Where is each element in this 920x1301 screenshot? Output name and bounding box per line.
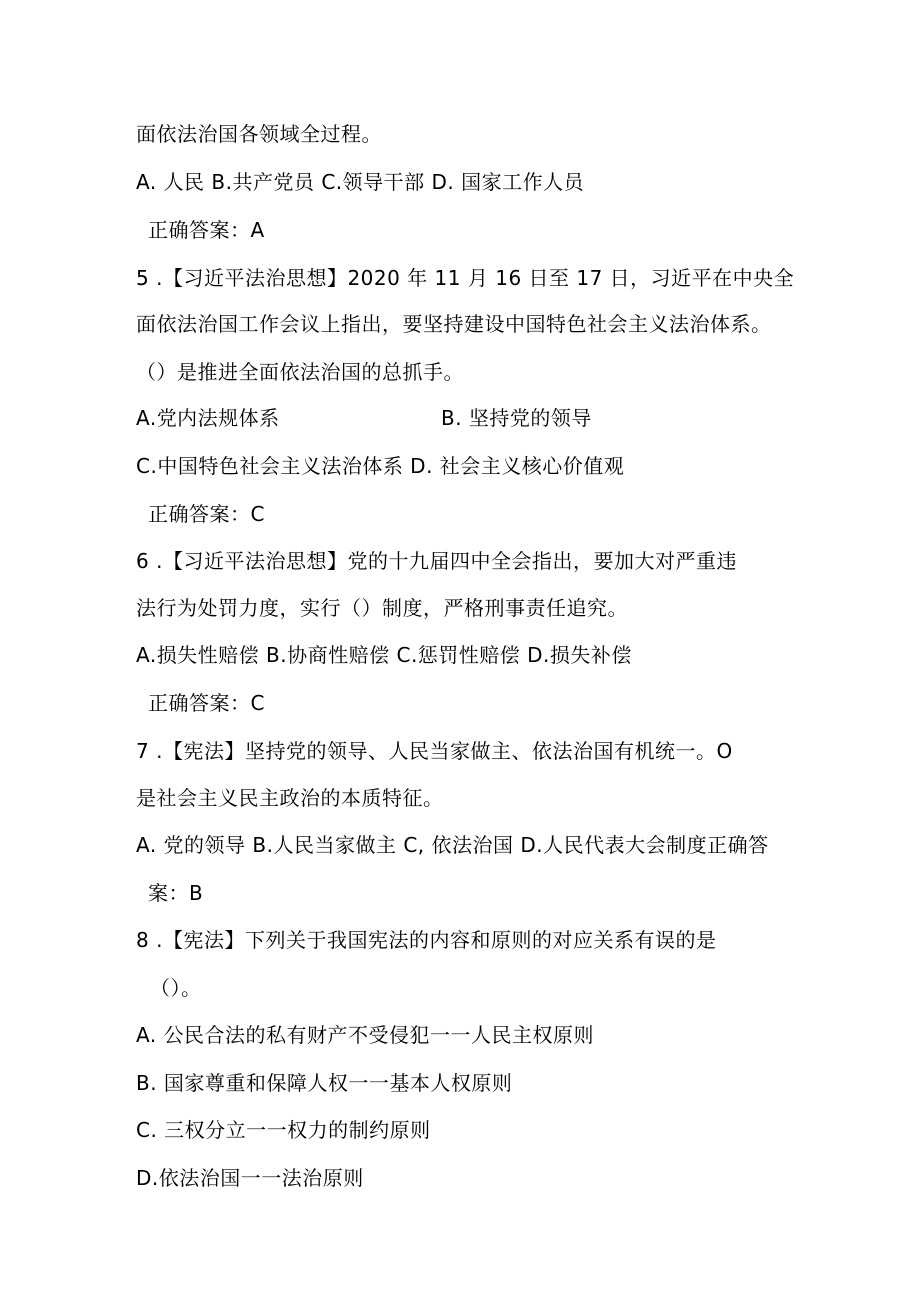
q8-option-c: C. 三权分立一一权力的制约原则 [136,1118,431,1142]
q8-option-a: A. 公民合法的私有财产不受侵犯一一人民主权原则 [136,1023,595,1047]
q7-answer: 案：B [148,881,204,905]
q7-stem-line-1: 7 .【宪法】坚持党的领导、人民当家做主、依法治国有机统一。O [136,739,733,763]
q5-option-a: A.党内法规体系 [136,406,280,430]
q6-answer: 正确答案：C [148,691,265,715]
q6-stem-line-1: 6 .【习近平法治思想】党的十九届四中全会指出，要加大对严重违 [136,549,737,573]
q7-options: A. 党的领导 B.人民当家做主 C, 依法治国 D.人民代表大会制度正确答 [136,833,769,857]
q8-option-d: D.依法治国一一法治原则 [136,1166,364,1190]
q5-options-c-d: C.中国特色社会主义法治体系 D. 社会主义核心价值观 [136,454,625,478]
q8-stem-line-2: （）。 [150,976,202,1000]
q5-answer: 正确答案：C [148,502,265,526]
q5-option-b: B. 坚持党的领导 [441,406,592,430]
q7-stem-line-2: 是社会主义民主政治的本质特征。 [136,786,444,810]
q6-options: A.损失性赔偿 B.协商性赔偿 C.惩罚性赔偿 D.损失补偿 [136,643,632,667]
q6-stem-line-2: 法行为处罚力度，实行（）制度，严格刑事责任追究。 [136,596,628,620]
q8-stem-line-1: 8 .【宪法】下列关于我国宪法的内容和原则的对应关系有误的是 [136,928,717,952]
q5-stem-line-1: 5 .【习近平法治思想】2020 年 11 月 16 日至 17 日，习近平在中央全 [136,266,795,290]
q5-stem-line-3: （）是推进全面依法治国的总抓手。 [136,360,464,384]
text-line-continuation: 面依法治国各领域全过程。 [136,122,382,146]
q4-options: A. 人民 B.共产党员 C.领导干部 D. 国家工作人员 [136,170,585,194]
q4-answer: 正确答案：A [148,218,265,242]
q8-option-b: B. 国家尊重和保障人权一一基本人权原则 [136,1071,513,1095]
q5-stem-line-2: 面依法治国工作会议上指出，要坚持建设中国特色社会主义法治体系。 [136,312,772,336]
